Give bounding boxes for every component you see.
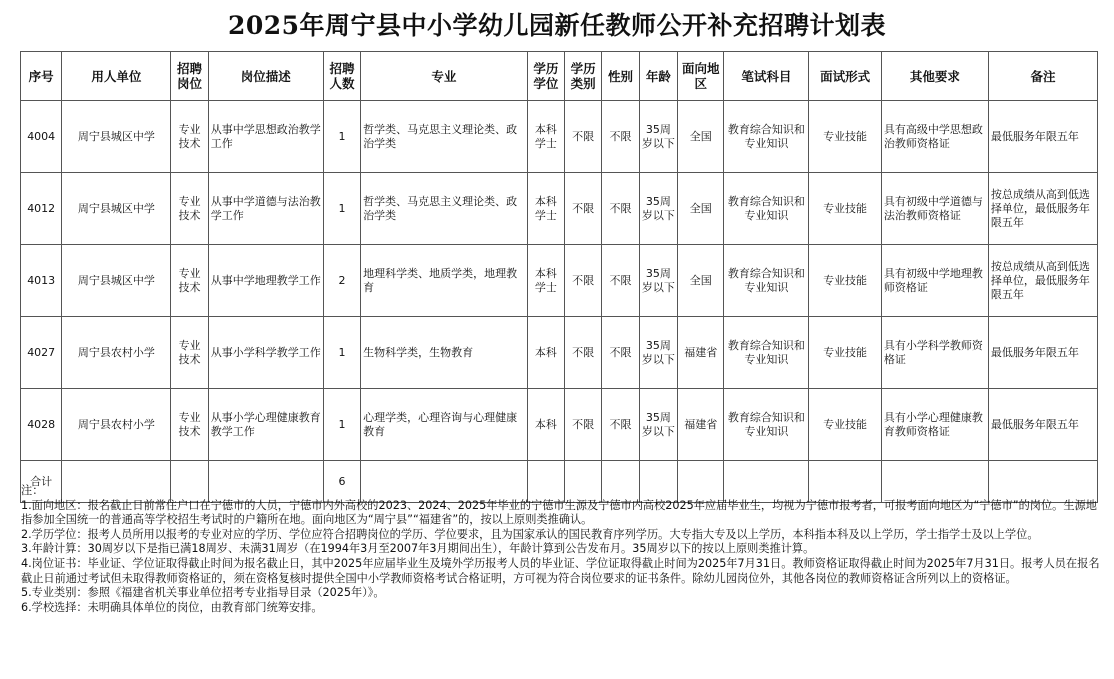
cell-major: 地理科学类、地质学类，地理教育: [361, 245, 528, 317]
note-item: 3.年龄计算：30周岁以下是指已满18周岁、未满31周岁（在1994年3月至2007年3月期间出生），年龄计算到公告发布月。35周岁以下的按以上原则类推计算。: [21, 542, 815, 556]
cell-degree-type: 不限: [565, 245, 602, 317]
cell-gender: 不限: [602, 389, 639, 461]
cell-description: 从事中学地理教学工作: [208, 245, 323, 317]
cell-region: 全国: [678, 101, 724, 173]
cell-count: 1: [323, 389, 360, 461]
header-cell: 笔试科目: [724, 52, 809, 101]
cell-written-exam: 教育综合知识和专业知识: [724, 173, 809, 245]
table-row: [21, 173, 1098, 245]
cell-id: 4028: [21, 389, 62, 461]
table-row: [21, 389, 1098, 461]
cell-age: 35周岁以下: [639, 173, 677, 245]
cell-gender: 不限: [602, 317, 639, 389]
header-cell: 学历学位: [527, 52, 564, 101]
cell-other-req: 具有初级中学地理教师资格证: [881, 245, 988, 317]
cell-count: 1: [323, 317, 360, 389]
note-item: 2.学历学位：报考人员所用以报考的专业对应的学历、学位应符合招聘岗位的学历、学位要求，且为国家承认的国民教育序列学历。大专指大专及以上学历，本科指本科及以上学历，学士指学士及以上学位。: [21, 527, 1039, 541]
cell-post: 专业技术: [171, 317, 208, 389]
cell-id: 4004: [21, 101, 62, 173]
cell-other-req: 具有高级中学思想政治教师资格证: [881, 101, 988, 173]
cell-interview: 专业技能: [809, 173, 882, 245]
total-count: 6: [323, 461, 360, 503]
header-cell: 招聘人数: [323, 52, 360, 101]
cell-post: 专业技术: [171, 389, 208, 461]
cell-age: 35周岁以下: [639, 317, 677, 389]
cell-count: 2: [323, 245, 360, 317]
cell-remarks: 最低服务年限五年: [988, 101, 1097, 173]
cell-age: 35周岁以下: [639, 389, 677, 461]
header-cell: 面向地区: [678, 52, 724, 101]
cell-region: 全国: [678, 245, 724, 317]
cell-gender: 不限: [602, 173, 639, 245]
cell-region: 福建省: [678, 389, 724, 461]
cell-employer: 周宁县城区中学: [62, 245, 171, 317]
cell-remarks: 按总成绩从高到低选择单位，最低服务年限五年: [988, 173, 1097, 245]
cell-degree-type: 不限: [565, 317, 602, 389]
page-title: 2025年周宁县中小学幼儿园新任教师公开补充招聘计划表: [227, 11, 887, 40]
cell-count: 1: [323, 173, 360, 245]
header-cell: 备注: [988, 52, 1097, 101]
cell-other-req: 具有初级中学道德与法治教师资格证: [881, 173, 988, 245]
cell-written-exam: 教育综合知识和专业知识: [724, 245, 809, 317]
cell-employer: 周宁县农村小学: [62, 389, 171, 461]
cell-written-exam: 教育综合知识和专业知识: [724, 317, 809, 389]
cell-post: 专业技术: [171, 101, 208, 173]
header-cell: 岗位描述: [208, 52, 323, 101]
cell-degree-type: 不限: [565, 389, 602, 461]
cell-degree-type: 不限: [565, 173, 602, 245]
cell-description: 从事小学科学教学工作: [208, 317, 323, 389]
notes-section: [21, 484, 1101, 615]
header-cell: 用人单位: [62, 52, 171, 101]
cell-id: 4013: [21, 245, 62, 317]
header-cell: 招聘岗位: [171, 52, 208, 101]
cell-gender: 不限: [602, 245, 639, 317]
cell-major: 哲学类、马克思主义理论类、政治学类: [361, 101, 528, 173]
cell-description: 从事中学道德与法治教学工作: [208, 173, 323, 245]
cell-id: 4012: [21, 173, 62, 245]
total-label: 合计: [21, 461, 62, 503]
header-cell: 序号: [21, 52, 62, 101]
header-cell: 面试形式: [809, 52, 882, 101]
cell-interview: 专业技能: [809, 317, 882, 389]
cell-remarks: 最低服务年限五年: [988, 389, 1097, 461]
cell-post: 专业技术: [171, 173, 208, 245]
cell-written-exam: 教育综合知识和专业知识: [724, 389, 809, 461]
cell-major: 心理学类，心理咨询与心理健康教育: [361, 389, 528, 461]
cell-remarks: 按总成绩从高到低选择单位，最低服务年限五年: [988, 245, 1097, 317]
cell-major: 哲学类、马克思主义理论类、政治学类: [361, 173, 528, 245]
note-item: 6.学校选择：未明确具体单位的岗位，由教育部门统筹安排。: [21, 600, 323, 614]
cell-age: 35周岁以下: [639, 101, 677, 173]
cell-interview: 专业技能: [809, 245, 882, 317]
notes-heading: 注：: [21, 484, 44, 497]
cell-employer: 周宁县农村小学: [62, 317, 171, 389]
header-cell: 年龄: [639, 52, 677, 101]
cell-degree: 本科: [527, 389, 564, 461]
cell-description: 从事小学心理健康教育教学工作: [208, 389, 323, 461]
header-cell: 其他要求: [881, 52, 988, 101]
cell-degree: 本科学士: [527, 173, 564, 245]
cell-other-req: 具有小学心理健康教育教师资格证: [881, 389, 988, 461]
cell-degree-type: 不限: [565, 101, 602, 173]
note-item: 4.岗位证书：毕业证、学位证取得截止时间为报名截止日，其中2025年应届毕业生及境外学历报考人员的毕业证、学位证取得截止时间为2025年7月31日。教师资格证取得截止时间为2025年7月31日。报考人员在报名截止日前通过考试但未取得教师资格证的，须在资格复核时提供全国中小学教师资格考试合格证明，方可视为符合岗位要求的证书条件。除幼儿园岗位外，其他各岗位的教师资格证含所列以上的资格证。: [21, 556, 1100, 585]
cell-remarks: 最低服务年限五年: [988, 317, 1097, 389]
cell-description: 从事中学思想政治教学工作: [208, 101, 323, 173]
cell-employer: 周宁县城区中学: [62, 101, 171, 173]
cell-degree: 本科学士: [527, 245, 564, 317]
table-header-row: [21, 52, 1098, 101]
cell-interview: 专业技能: [809, 101, 882, 173]
cell-age: 35周岁以下: [639, 245, 677, 317]
cell-degree: 本科: [527, 317, 564, 389]
table-row: [21, 245, 1098, 317]
cell-region: 福建省: [678, 317, 724, 389]
header-cell: 学历类别: [565, 52, 602, 101]
cell-gender: 不限: [602, 101, 639, 173]
cell-region: 全国: [678, 173, 724, 245]
note-item: 5.专业类别：参照《福建省机关事业单位招考专业指导目录（2025年）》。: [21, 586, 385, 600]
table-row: [21, 317, 1098, 389]
cell-count: 1: [323, 101, 360, 173]
cell-id: 4027: [21, 317, 62, 389]
note-item: 1.面向地区：报名截止日前常住户口在宁德市的人员，宁德市内外高校的2023、2024、2025年毕业的宁德市生源及宁德市内高校2025年应届毕业生，均视为宁德市报考者，可报考面向地区为“宁德市”的岗位。生源地指参加全国统一的普通高等学校招生考试时的户籍所在地。面向地区为“周宁县”“福建省”的，按以上原则类推确认。: [21, 498, 1097, 527]
cell-post: 专业技术: [171, 245, 208, 317]
cell-employer: 周宁县城区中学: [62, 173, 171, 245]
cell-major: 生物科学类，生物教育: [361, 317, 528, 389]
table-row: [21, 101, 1098, 173]
cell-written-exam: 教育综合知识和专业知识: [724, 101, 809, 173]
cell-degree: 本科学士: [527, 101, 564, 173]
header-cell: 性别: [602, 52, 639, 101]
recruitment-plan-table: [20, 51, 1098, 503]
cell-interview: 专业技能: [809, 389, 882, 461]
cell-other-req: 具有小学科学教师资格证: [881, 317, 988, 389]
header-cell: 专业: [361, 52, 528, 101]
